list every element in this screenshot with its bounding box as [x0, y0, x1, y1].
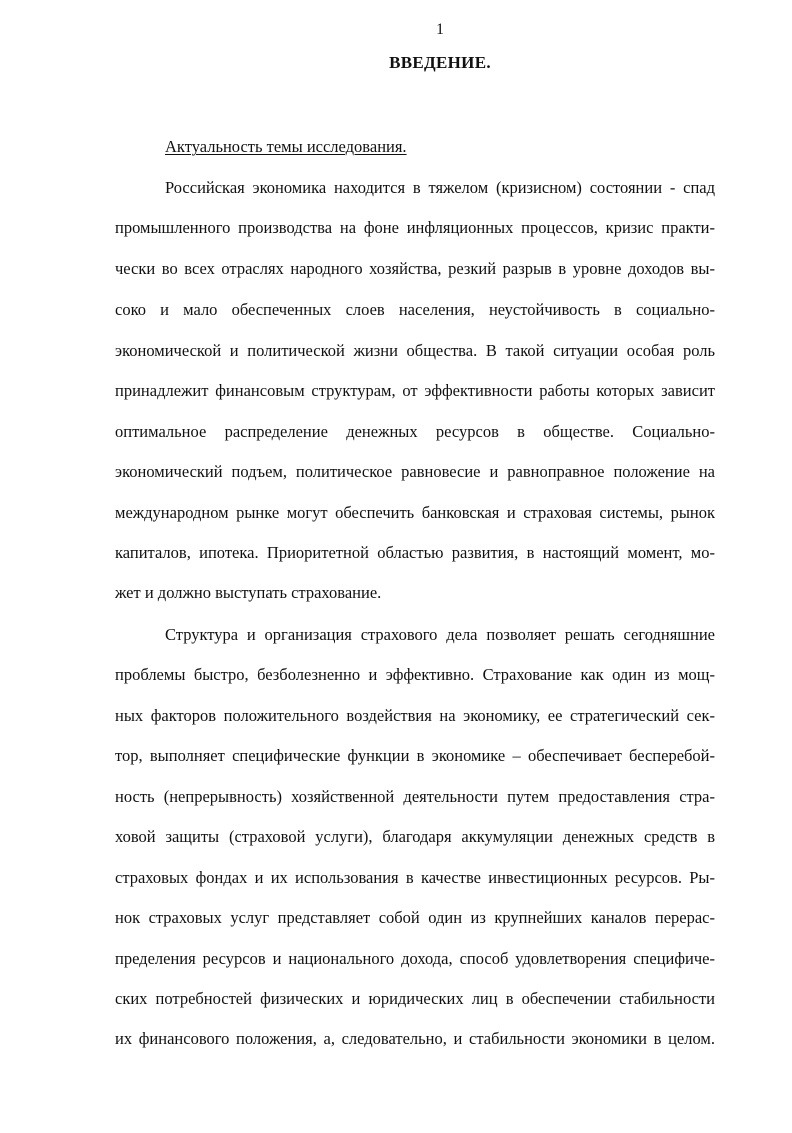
- paragraph-line: ховой защиты (страховой услуги), благодаря аккумуляции денежных средств в: [115, 827, 715, 846]
- paragraph-line: страховых фондах и их использования в качестве инвестиционных ресурсов. Ры-: [115, 868, 715, 887]
- paragraph-line: промышленного производства на фоне инфляционных процессов, кризис практи-: [115, 218, 715, 237]
- section-subheading: Актуальность темы исследования.: [165, 137, 407, 156]
- page-number: 1: [436, 21, 444, 38]
- paragraph-line: экономический подъем, политическое равновесие и равноправное положение на: [115, 462, 715, 481]
- paragraph-line: ность (непрерывность) хозяйственной деятельности путем предоставления стра-: [115, 787, 715, 806]
- page-title: ВВЕДЕНИЕ.: [389, 53, 491, 72]
- paragraph-line: принадлежит финансовым структурам, от эффективности работы которых зависит: [115, 381, 715, 400]
- paragraph-line: нок страховых услуг представляет собой один из крупнейших каналов перерас-: [115, 908, 715, 927]
- paragraph-line: международном рынке могут обеспечить банковская и страховая системы, рынок: [115, 503, 715, 522]
- paragraph-line: соко и мало обеспеченных слоев населения, неустойчивость в социально-: [115, 300, 715, 319]
- paragraph-line: ских потребностей физических и юридических лиц в обеспечении стабильности: [115, 989, 715, 1008]
- paragraph-line: тор, выполняет специфические функции в экономике – обеспечивает бесперебой-: [115, 746, 715, 765]
- paragraph-line: пределения ресурсов и национального дохода, способ удовлетворения специфиче-: [115, 949, 715, 968]
- paragraph-line: Структура и организация страхового дела позволяет решать сегодняшние: [165, 625, 715, 644]
- paragraph-line: их финансового положения, а, следовательно, и стабильности экономики в целом.: [115, 1029, 715, 1048]
- paragraph-line: Российская экономика находится в тяжелом (кризисном) состоянии - спад: [165, 178, 715, 197]
- paragraph-line: чески во всех отраслях народного хозяйства, резкий разрыв в уровне доходов вы-: [115, 259, 715, 278]
- paragraph-line: оптимальное распределение денежных ресурсов в обществе. Социально-: [115, 422, 715, 441]
- paragraph-line: ных факторов положительного воздействия на экономику, ее стратегический сек-: [115, 706, 715, 725]
- paragraph-line: проблемы быстро, безболезненно и эффективно. Страхование как один из мощ-: [115, 665, 715, 684]
- paragraph-line: жет и должно выступать страхование.: [115, 583, 382, 602]
- paragraph-line: экономической и политической жизни общества. В такой ситуации особая роль: [115, 341, 715, 360]
- paragraph-line: капиталов, ипотека. Приоритетной областью развития, в настоящий момент, мо-: [115, 543, 715, 562]
